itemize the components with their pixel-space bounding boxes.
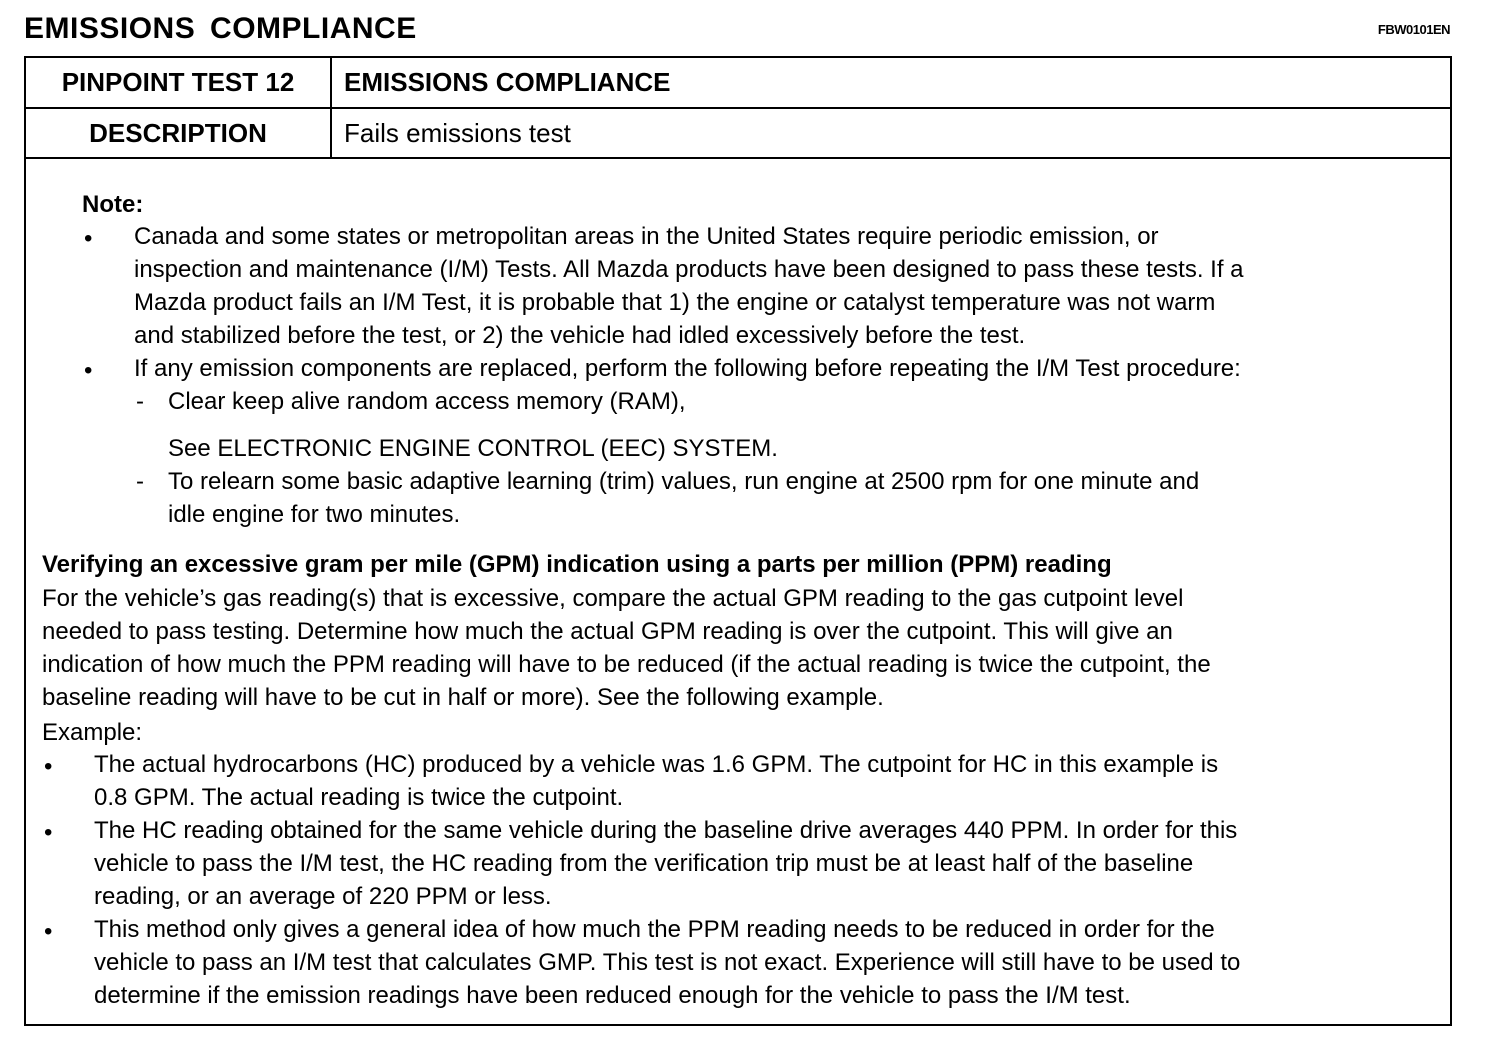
note-dash-2-line-1: To relearn some basic adaptive learning (trim) values, run engine at 2500 rpm for one minute and bbox=[168, 468, 1200, 495]
verify-para-line-2: needed to pass testing. Determine how much the actual GPM reading is over the cutpoint. This will give an bbox=[42, 618, 1173, 645]
example-3-line-3: determine if the emission readings have been reduced enough for the vehicle to pass the I/M test. bbox=[94, 982, 1131, 1009]
description-value: Fails emissions test bbox=[344, 117, 571, 148]
description-label: DESCRIPTION bbox=[26, 109, 332, 157]
pinpoint-test-frame bbox=[24, 56, 1452, 1026]
example-2-line-3: reading, or an average of 220 PPM or less. bbox=[94, 883, 552, 910]
note-dash-1: Clear keep alive random access memory (RAM), bbox=[168, 388, 686, 415]
note-bullet-1-line-4: and stabilized before the test, or 2) the vehicle had idled excessively before the test. bbox=[134, 322, 1026, 349]
note-bullet-1-line-1: Canada and some states or metropolitan areas in the United States require periodic emission, or bbox=[134, 223, 1159, 250]
header-row-test bbox=[26, 58, 1450, 109]
pinpoint-test-value: EMISSIONS COMPLIANCE bbox=[344, 67, 671, 97]
example-1-line-1: The actual hydrocarbons (HC) produced by a vehicle was 1.6 GPM. The cutpoint for HC in this example is bbox=[94, 751, 1219, 778]
note-bullet-1-line-2: inspection and maintenance (I/M) Tests. All Mazda products have been designed to pass these tests. If a bbox=[134, 256, 1244, 283]
example-3-line-1: This method only gives a general idea of how much the PPM reading needs to be reduced in order for the bbox=[94, 916, 1215, 943]
bullet-icon: • bbox=[84, 357, 93, 384]
bullet-icon: • bbox=[44, 753, 53, 780]
bullet-icon: • bbox=[84, 225, 93, 252]
verify-para-line-3: indication of how much the PPM reading will have to be reduced (if the actual reading is twice the cutpoint, the bbox=[42, 651, 1211, 678]
header-row-description bbox=[26, 109, 1450, 159]
dash-icon: - bbox=[136, 388, 144, 415]
note-dash-2-line-2: idle engine for two minutes. bbox=[168, 501, 461, 528]
example-2-line-1: The HC reading obtained for the same vehicle during the baseline drive averages 440 PPM. In order for this bbox=[94, 817, 1238, 844]
example-3-line-2: vehicle to pass an I/M test that calculates GMP. This test is not exact. Experience will still have to be used to bbox=[94, 949, 1241, 976]
bullet-icon: • bbox=[44, 918, 53, 945]
note-dash-1-see-reference: See ELECTRONIC ENGINE CONTROL (EEC) SYSTEM. bbox=[168, 435, 778, 462]
note-bullet-2: If any emission components are replaced, perform the following before repeating the I/M Test procedure: bbox=[134, 355, 1241, 382]
dash-icon: - bbox=[136, 468, 144, 495]
verify-para-line-4: baseline reading will have to be cut in half or more). See the following example. bbox=[42, 684, 884, 711]
bullet-icon: • bbox=[44, 819, 53, 846]
pinpoint-test-label: PINPOINT TEST 12 bbox=[26, 58, 332, 107]
note-title: Note: bbox=[82, 191, 144, 218]
example-1-line-2: 0.8 GPM. The actual reading is twice the cutpoint. bbox=[94, 784, 624, 811]
verify-para-line-1: For the vehicle’s gas reading(s) that is excessive, compare the actual GPM reading to the gas cutpoint level bbox=[42, 585, 1184, 612]
example-label: Example: bbox=[42, 719, 143, 746]
example-2-line-2: vehicle to pass the I/M test, the HC reading from the verification trip must be at least half of the baseline bbox=[94, 850, 1194, 877]
page-title: EMISSIONS COMPLIANCE bbox=[24, 12, 417, 45]
document-code: FBW0101EN bbox=[1377, 22, 1450, 37]
note-bullet-1-line-3: Mazda product fails an I/M Test, it is probable that 1) the engine or catalyst temperature was not warm bbox=[134, 289, 1216, 316]
verify-heading: Verifying an excessive gram per mile (GPM) indication using a parts per million (PPM) reading bbox=[42, 551, 1112, 578]
